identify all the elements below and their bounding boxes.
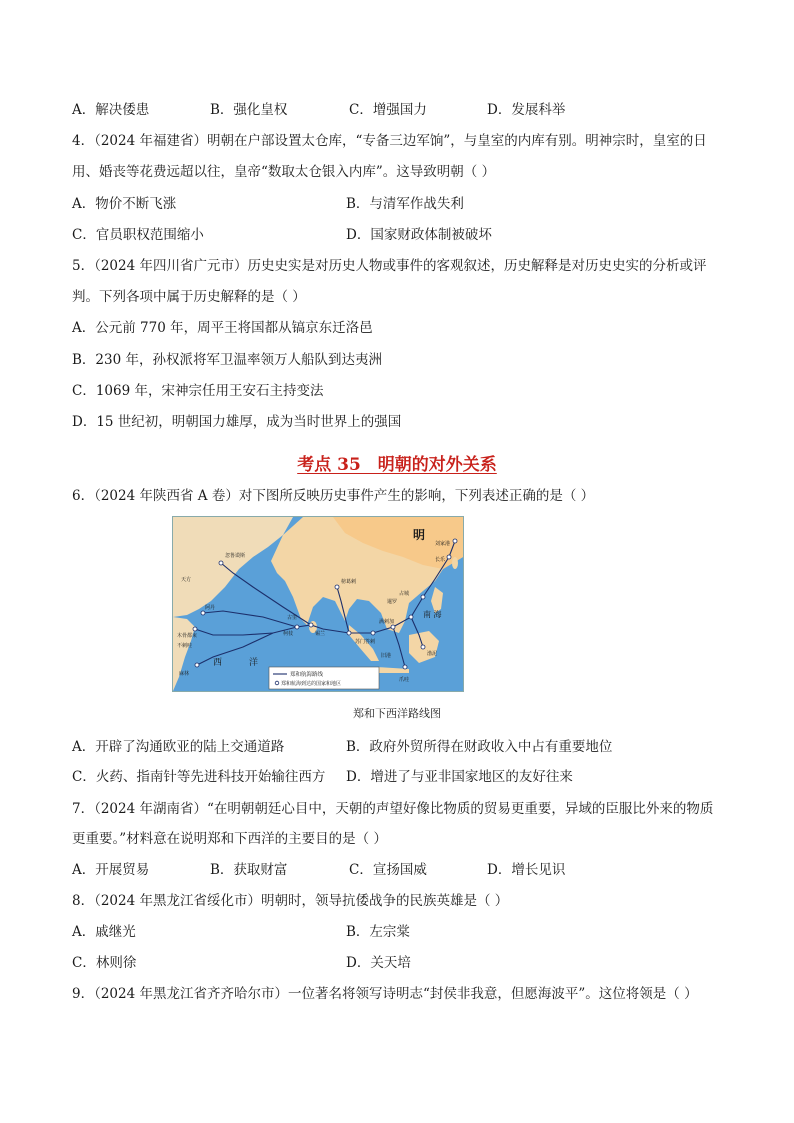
map-label-palembang: 旧港	[381, 653, 392, 659]
map-label-south-sea: 南 海	[423, 610, 442, 619]
zheng-he-voyage-map	[172, 516, 464, 692]
map-label-liujiagang: 刘家港	[435, 541, 451, 547]
map-label-bengal: 榜葛剌	[341, 579, 357, 585]
map-label-cochin: 柯枝	[283, 631, 294, 637]
q6-option-d: D．增进了与亚非国家地区的友好往来	[346, 769, 573, 785]
q3-option-a: A．解决倭患	[72, 102, 150, 118]
map-label-aden: 阿丹	[205, 605, 216, 611]
q7-option-b: B．获取财富	[210, 862, 288, 878]
land-taiwan	[452, 557, 458, 569]
map-label-calicut: 古里	[287, 615, 298, 621]
q5-stem-line2: 判。下列各项中属于历史解释的是（ ）	[72, 289, 306, 305]
q7-options	[72, 860, 722, 880]
map-label-samudera: 苏门答剌	[355, 639, 376, 645]
q5-option-a: A．公元前 770 年，周平王将国都从镐京东迁洛邑	[72, 320, 373, 336]
q7-option-c: C．宣扬国威	[349, 862, 427, 878]
q7-stem-line1: 7．（2024 年湖南省）“在明朝朝廷心目中，天朝的声望好像比物质的贸易更重要，异域的臣服比外来的物质	[72, 801, 714, 817]
q6-option-c: C．火药、指南针等先进科技开始输往西方	[72, 769, 326, 785]
map-label-hormuz: 忽鲁谟斯	[225, 553, 246, 559]
map-label-ceylon: 锡兰	[315, 631, 326, 637]
map-label-malindi: 麻林	[179, 671, 190, 677]
map-label-mecca: 天方	[181, 577, 192, 583]
q6-option-a: A．开辟了沟通欧亚的陆上交通道路	[72, 739, 285, 755]
q5-stem-line1: 5．（2024 年四川省广元市）历史史实是对历史人物或事件的客观叙述，历史解释是对历史史实的分析或评	[72, 258, 707, 274]
q6-stem: 6．（2024 年陕西省 A 卷）对下图所反映历史事件产生的影响，下列表述正确的是（ ）	[72, 488, 595, 504]
map-label-ming: 明	[413, 528, 426, 542]
section-title: 考点 35 明朝的对外关系	[297, 455, 497, 475]
map-label-brava: 不刺哇	[177, 643, 193, 649]
q4-option-a: A．物价不断飞涨	[72, 196, 177, 212]
map-legend	[269, 667, 379, 689]
q6-option-b: B．政府外贸所得在财政收入中占有重要地位	[346, 739, 613, 755]
q3-options	[72, 100, 722, 120]
map-label-champa: 占城	[399, 591, 410, 597]
q8-option-d: D．关天培	[346, 955, 411, 971]
legend-route-label: 郑和航海路线	[290, 672, 324, 678]
q3-option-d: D．发展科举	[487, 102, 566, 118]
map-caption: 郑和下西洋路线图	[353, 707, 441, 720]
q4-option-c: C．官员职权范围缩小	[72, 227, 204, 243]
map-label-java: 爪哇	[399, 677, 410, 683]
q5-option-d: D．15 世纪初，明朝国力雄厚，成为当时世界上的强国	[72, 414, 402, 430]
q7-option-d: D．增长见识	[487, 862, 566, 878]
map-label-changle: 长乐	[435, 557, 446, 563]
q4-option-b: B．与清军作战失利	[346, 196, 464, 212]
q5-option-b: B．230 年，孙权派将军卫温率领万人船队到达夷洲	[72, 352, 382, 368]
map-label-west-ocean: 西 洋	[213, 658, 259, 668]
q8-option-a: A．戚继光	[72, 924, 136, 940]
q7-stem-line2: 更重要。”材料意在说明郑和下西洋的主要目的是（ ）	[72, 831, 387, 847]
q3-option-b: B．强化皇权	[210, 102, 288, 118]
map-label-siam: 暹罗	[387, 599, 398, 605]
q8-option-c: C．林则徐	[72, 955, 137, 971]
map-label-malacca: 满剌加	[379, 619, 395, 625]
q4-stem-line2: 用、婚丧等花费远超以往，皇帝“数取太仓银入内库”。这导致明朝（ ）	[72, 164, 496, 180]
q3-option-c: C．增强国力	[349, 102, 427, 118]
q9-stem: 9．（2024 年黑龙江省齐齐哈尔市）一位著名将领写诗明志“封侯非我意，但愿海波平”。这位将领是（ ）	[72, 986, 698, 1002]
q8-stem: 8．（2024 年黑龙江省绥化市）明朝时，领导抗倭战争的民族英雄是（ ）	[72, 893, 509, 909]
q4-stem-line1: 4．（2024 年福建省）明朝在户部设置太仓库，“专备三边军饷”，与皇室的内库有别。明神宗时，皇室的日	[72, 133, 707, 149]
map-label-brunei: 渤泥	[427, 651, 438, 657]
q7-option-a: A．开展贸易	[72, 862, 150, 878]
q5-option-c: C．1069 年，宋神宗任用王安石主持变法	[72, 383, 324, 399]
map-label-mogadishu: 木骨都束	[177, 633, 198, 639]
legend-places-label: 郑和航海到达的国家和地区	[281, 681, 342, 687]
q4-option-d: D．国家财政体制被破坏	[346, 227, 492, 243]
q8-option-b: B．左宗棠	[346, 924, 410, 940]
